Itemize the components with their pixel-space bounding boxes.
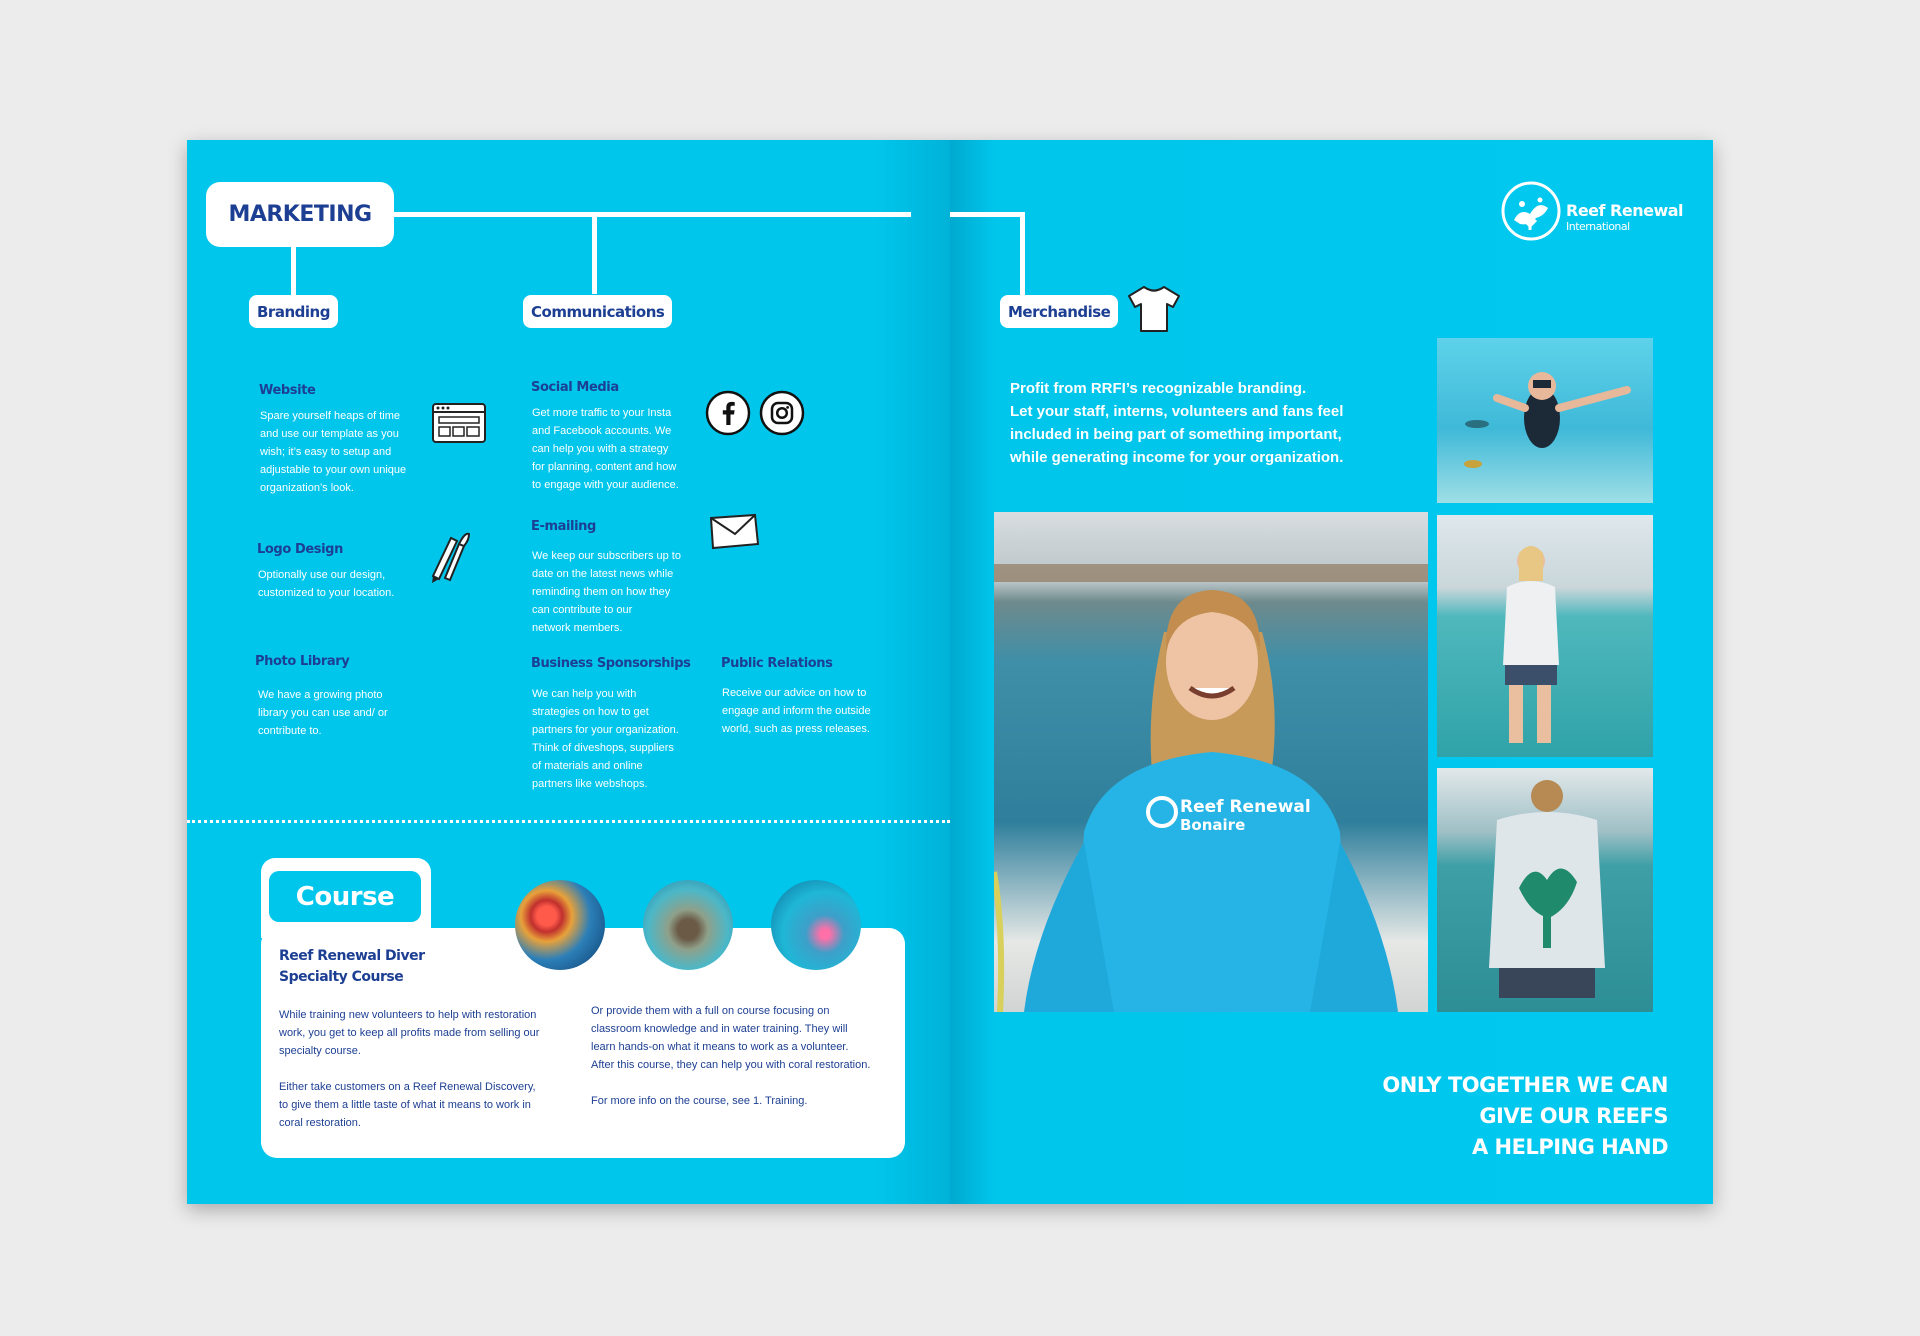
- course-photo-coral-closeup: [515, 880, 605, 970]
- connector-line: [950, 212, 1022, 217]
- shirt-print-line1: Reef Renewal: [1180, 797, 1311, 817]
- course-text-col2: Or provide them with a full on course focusing on classroom knowledge and in water training. They will learn hands-on what it means to work as a volunteer. After this course, they can help you with coral restoration. For more info on the course, see 1. Training.: [591, 1005, 871, 1107]
- envelope-icon: [707, 512, 761, 552]
- emailing-body: We keep our subscribers up to date on the latest news while reminding them on how they can contribute to our network members.: [532, 550, 681, 634]
- photo-library-title: Photo Library: [255, 654, 350, 669]
- photo-library-body: We have a growing photo library you can use and/ or contribute to.: [258, 689, 388, 737]
- communications-tab: Communications: [523, 295, 672, 328]
- logo-design-title: Logo Design: [257, 542, 343, 557]
- marketing-tab: MARKETING: [206, 182, 394, 247]
- left-page: [187, 140, 950, 1204]
- photo-woman-tshirt-front: [1437, 515, 1653, 757]
- connector-line: [1020, 212, 1025, 296]
- business-sponsorships-body: We can help you with strategies on how to get partners for your organization. Think of diveshops, suppliers of materials and online partners like webshops.: [532, 688, 679, 790]
- merchandise-tab: Merchandise: [1000, 295, 1118, 328]
- shirt-print-line2: Bonaire: [1180, 816, 1246, 834]
- connector-line: [592, 212, 597, 294]
- right-page: [950, 140, 1713, 1204]
- business-sponsorships-title: Business Sponsorships: [531, 656, 691, 671]
- course-text-col1: While training new volunteers to help with restoration work, you get to keep all profits made from selling our specialty course. Either take customers on a Reef Renewal Discovery, to give them a little taste of what it means to work in coral restoration.: [279, 1009, 540, 1129]
- public-relations-body: Receive our advice on how to engage and inform the outside world, such as press releases.: [722, 687, 871, 735]
- pencil-brush-icon: [423, 528, 473, 584]
- section-divider: [187, 820, 950, 823]
- tshirt-icon: [1126, 284, 1182, 334]
- course-photo-divers-group: [771, 880, 861, 970]
- brochure-spread: [187, 140, 1713, 1204]
- connector-line: [387, 212, 911, 217]
- photo-diver-underwater: [1437, 338, 1653, 503]
- website-title: Website: [259, 383, 316, 398]
- emailing-title: E-mailing: [531, 519, 596, 534]
- social-media-title: Social Media: [531, 380, 619, 395]
- diver-figure: [1437, 338, 1653, 503]
- tagline: ONLY TOGETHER WE CAN GIVE OUR REEFS A HELPING HAND: [1382, 1073, 1668, 1159]
- social-media-body: Get more traffic to your Insta and Facebook accounts. We can help you with a strategy for planning, content and how to engage with your audience.: [532, 407, 679, 491]
- browser-window-icon: [431, 402, 487, 444]
- woman-back-figure: [1437, 768, 1653, 1012]
- photo-woman-tshirt-back: [1437, 768, 1653, 1012]
- website-body: Spare yourself heaps of time and use our template as you wish; it’s easy to setup and adjustable to your own unique organization’s look.: [260, 410, 407, 494]
- photo-woman-rashguard: [994, 512, 1428, 1012]
- public-relations-title: Public Relations: [721, 656, 833, 671]
- reef-logo-icon: [1500, 180, 1562, 242]
- instagram-icon: [759, 390, 805, 436]
- logo-text: Reef Renewal International: [1566, 201, 1684, 233]
- branding-tab: Branding: [249, 295, 338, 328]
- logo-design-body: Optionally use our design, customized to your location.: [258, 569, 395, 599]
- facebook-icon: [705, 390, 751, 436]
- connector-line: [291, 245, 296, 295]
- merchandise-description: Profit from RRFI’s recognizable branding. Let your staff, interns, volunteers and fans feel included in being part of something important, while generating income for your organization.: [1010, 380, 1344, 466]
- course-tab: Course: [269, 871, 421, 922]
- woman-front-figure: [1437, 515, 1653, 757]
- course-photo-diver-reef: [643, 880, 733, 970]
- woman-figure: [994, 512, 1428, 1012]
- course-heading: Reef Renewal Diver Specialty Course: [279, 948, 425, 985]
